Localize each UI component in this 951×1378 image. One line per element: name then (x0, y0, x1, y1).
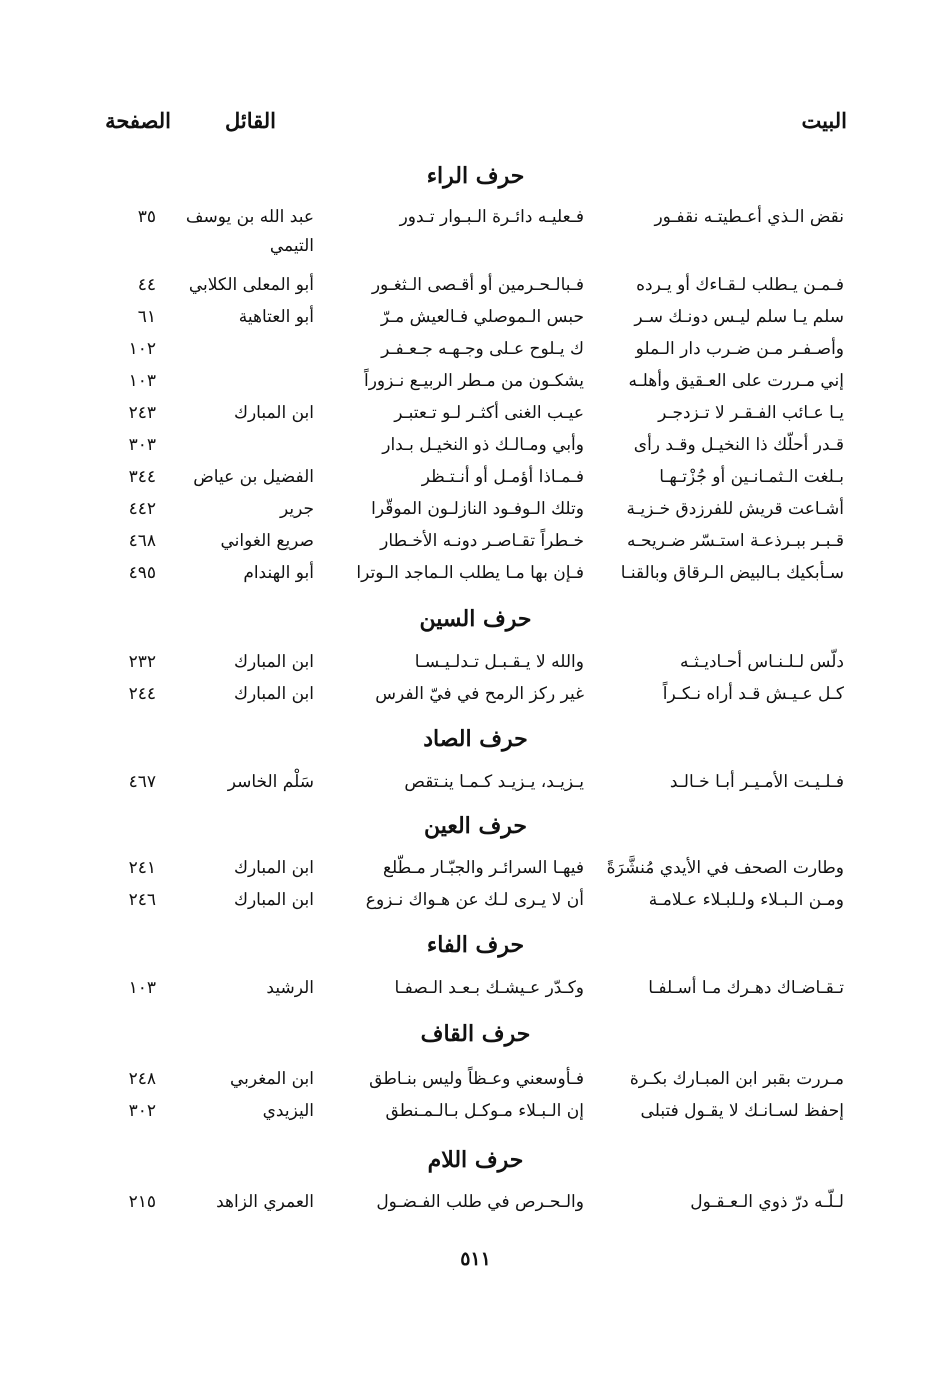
verse-first-hemistich: سـأبكيك بـالبيض الـرقاق وبالقنـا (620, 563, 844, 583)
page-ref: ١٠٣ (128, 978, 156, 998)
header-page: الصفحة (105, 108, 171, 133)
poet-name: ابن المبارك (233, 858, 314, 878)
verse-first-hemistich: دلّس لـلـنـاس أحـاديـثـه (680, 652, 844, 672)
page-ref: ٢٤٨ (128, 1069, 156, 1089)
verse-first-hemistich: فـلـيـت الأمـيـر أبـا خـالـد (669, 772, 844, 792)
verse-second-hemistich: وتلك الـوفـود النازلـون الموقّرا (371, 499, 584, 519)
page-ref: ٢١٥ (128, 1192, 156, 1212)
poet-name: ابن المغربي (229, 1069, 314, 1089)
verse-second-hemistich: فـعليـه دائـرة الـبـوار تـدور (399, 207, 584, 227)
index-row (0, 679, 951, 709)
verse-second-hemistich: وأبي ومـالـك ذو النخيـل بـدار (382, 435, 584, 455)
section-title: حرف الصاد (423, 726, 528, 752)
verse-first-hemistich: لـلّـه درّ ذوي الـعـقـول (690, 1192, 844, 1212)
index-row (0, 767, 951, 797)
verse-first-hemistich: وطارت الصحف في الأيدي مُنشَّرَةً (606, 858, 844, 878)
index-row (0, 1096, 951, 1126)
page-ref: ٢٤٦ (128, 890, 156, 910)
verse-first-hemistich: تـقـاضـاك دهـرك مـا أسـلفـا (648, 978, 844, 998)
page-ref: ٤٦٧ (128, 772, 156, 792)
header-poet: القائل (224, 108, 276, 133)
index-row (0, 973, 951, 1003)
section-title: حرف الفاء (426, 932, 525, 958)
page-ref: ٢٤٣ (128, 403, 156, 423)
page-ref: ٤٤٢ (128, 499, 156, 519)
index-row (0, 462, 951, 492)
verse-second-hemistich: وكـدّر عـيشـك بـعـد الـصفـا (394, 978, 584, 998)
poet-name: سَلْم الخاسر (227, 772, 314, 792)
index-row (0, 270, 951, 300)
verse-second-hemistich: عيـب الغنى أكثـر لـو تـعتبـر (394, 403, 584, 423)
verse-second-hemistich: إن الـبـلاء مـوكـل بـالـمـنطق (385, 1101, 584, 1121)
page-ref: ٣٠٣ (128, 435, 156, 455)
page-ref: ٦١ (137, 307, 156, 327)
verse-second-hemistich: يـزيـد، يـزيـد كـمـا ينـتقص (404, 772, 584, 792)
page-ref: ٣٥ (137, 207, 156, 227)
poet-name: ابن المبارك (233, 403, 314, 423)
poet-name: اليزيدي (262, 1101, 314, 1121)
verse-second-hemistich: حبس الـموصلي فـالعيش مـرّ (380, 307, 584, 327)
verse-first-hemistich: أشـاعت قريش للفرزدق خـزيـة (626, 499, 844, 519)
verse-second-hemistich: فـأوسعني وعـظاً وليس بنـاطق (369, 1069, 584, 1089)
verse-second-hemistich: يشكـون من مـطر الربيـع نـزوراً (363, 371, 584, 391)
index-row (0, 1187, 951, 1217)
page-ref: ٤٩٥ (128, 563, 156, 583)
page-ref: ٢٤٤ (128, 684, 156, 704)
index-row (0, 853, 951, 883)
poet-name: ابن المبارك (233, 890, 314, 910)
poet-name: أبو العتاهية (238, 307, 314, 327)
page-ref: ٣٤٤ (128, 467, 156, 487)
verse-second-hemistich: ك يـلوح عـلى وجـهـه جـعـفـر (381, 339, 584, 359)
section-title: حرف القاف (420, 1021, 531, 1047)
section-title: حرف اللام (427, 1147, 524, 1173)
section-title: حرف السين (419, 606, 532, 632)
verse-second-hemistich: فيهـا السرائـر والجبّـار مـطّلع (382, 858, 584, 878)
verse-second-hemistich: والـحـرص في طلب الفـضـول (376, 1192, 584, 1212)
verse-second-hemistich: والله لا يـقـبـل تـدلـيـسـا (414, 652, 584, 672)
verse-first-hemistich: بـلغت الـثمـانـين أو جُزْتـهـا (659, 467, 844, 487)
section-title: حرف الراء (426, 163, 525, 189)
verse-first-hemistich: إني مـررت على العـقيق وأهلـه (628, 371, 844, 391)
verse-first-hemistich: كـل عـيـش قـد أراه نـكـراً (662, 684, 844, 704)
verse-first-hemistich: قـدر أحلّك ذا النخيـل وقـد رأى (633, 435, 844, 455)
index-row (0, 430, 951, 460)
poet-name: ابن المبارك (233, 652, 314, 672)
page-ref: ٣٠٢ (128, 1101, 156, 1121)
poet-name: أبو المعلى الكلابي (188, 275, 314, 295)
page-number: ٥١١ (460, 1248, 491, 1270)
index-row (0, 526, 951, 556)
poet-name: العمري الزاهد (216, 1192, 314, 1212)
index-row (0, 647, 951, 677)
poet-name: الفضيل بن عياض (193, 467, 314, 487)
verse-second-hemistich: فـمـاذا أؤمـل أو أنـتـظر (421, 467, 584, 487)
verse-first-hemistich: ومـن الـبـلاء ولـلبـلاء عـلامـة (648, 890, 844, 910)
page-ref: ٢٣٢ (128, 652, 156, 672)
page-ref: ٤٤ (137, 275, 156, 295)
poet-name: عبد الله بن يوسف (185, 207, 314, 227)
page-ref: ٤٦٨ (128, 531, 156, 551)
verse-first-hemistich: يـا عـائب الفـقـر لا تـزدجـر (658, 403, 844, 423)
verse-first-hemistich: فـمـن يـطلب لـقـاءك أو يـرده (636, 275, 844, 295)
verse-first-hemistich: سلم يـا سلم ليـس دونـك سـر (634, 307, 844, 327)
page-ref: ١٠٣ (128, 371, 156, 391)
poet-name: أبو الهندام (243, 563, 314, 583)
verse-first-hemistich: إحفظ لسـانـك لا يقـول فتبلى (640, 1101, 844, 1121)
index-row (0, 302, 951, 332)
index-row (0, 398, 951, 428)
page-ref: ١٠٢ (128, 339, 156, 359)
poet-name: صريع الغواني (220, 531, 314, 551)
page-ref: ٢٤١ (128, 858, 156, 878)
header-verse: البيت (801, 108, 847, 133)
verse-second-hemistich: فـبالـحـرمين أو أقـصى الـثغـور (371, 275, 584, 295)
section-title: حرف العين (423, 813, 528, 839)
index-row (0, 885, 951, 915)
index-row (0, 1064, 951, 1094)
index-row (0, 202, 951, 232)
verse-second-hemistich: أن لا يـرى لـك عن هـواك نـزوع (365, 890, 584, 910)
verse-second-hemistich: غير ركز الرمح في فيّ الفرس (375, 684, 584, 704)
verse-first-hemistich: وأصـفـر مـن ضـرب دار الـملو (635, 339, 844, 359)
poet-name: ابن المبارك (233, 684, 314, 704)
verse-second-hemistich: خـطراً تقـاصـر دونـه الأخـطار (380, 531, 584, 551)
poet-name: جرير (280, 499, 314, 519)
poet-name-continuation: التيمي (269, 236, 314, 256)
verse-first-hemistich: مـررت بقبر ابن المبـارك بكـرة (629, 1069, 844, 1089)
verse-first-hemistich: نقض الـذي أعـطيتـه نقفـور (654, 207, 844, 227)
index-row (0, 334, 951, 364)
verse-first-hemistich: قـبـر ببـرذعـة استـسّر ضـريحـه (626, 531, 844, 551)
index-row (0, 558, 951, 588)
poet-name: الرشيد (266, 978, 314, 998)
verse-second-hemistich: فـإن بها مـا يطلب الـماجد الـوترا (356, 563, 584, 583)
index-row (0, 366, 951, 396)
index-row (0, 494, 951, 524)
